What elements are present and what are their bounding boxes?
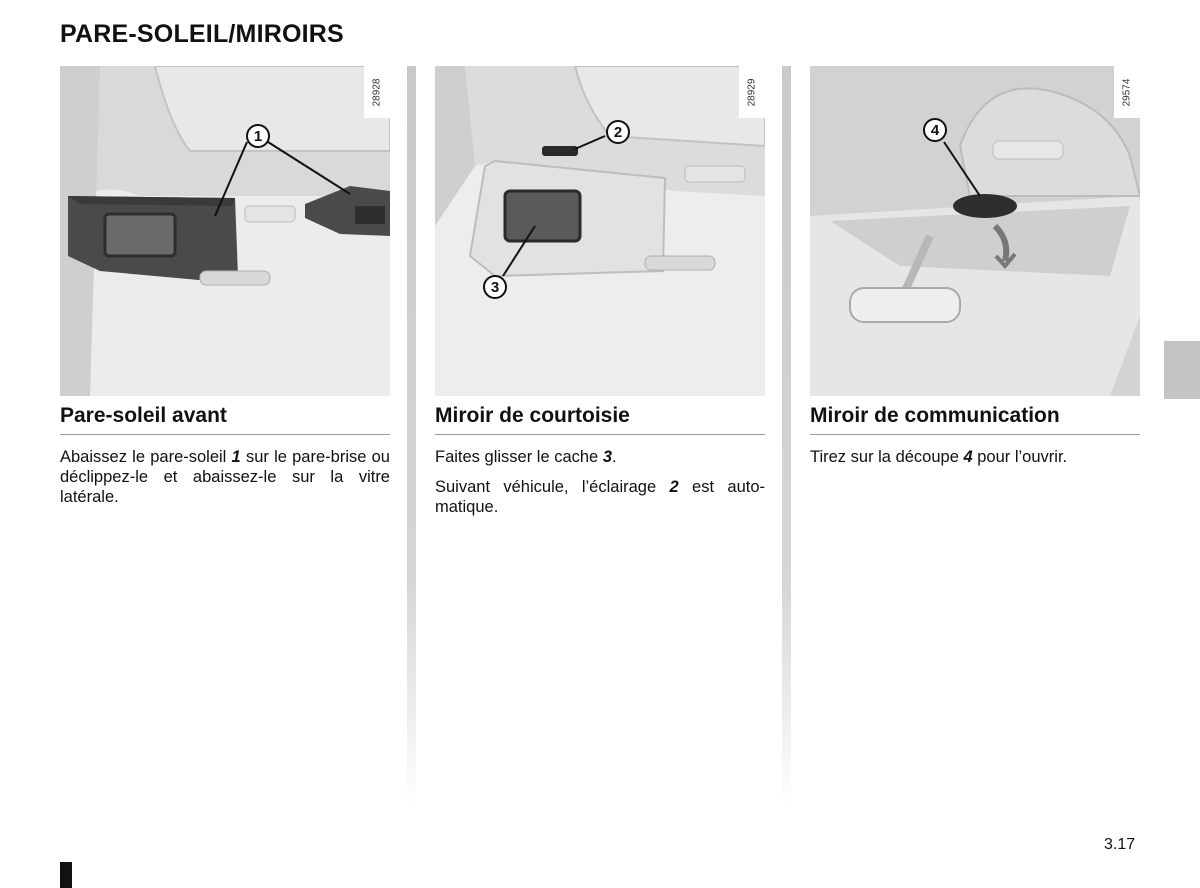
vanity-mirror-drawing bbox=[435, 66, 765, 396]
callout-2: 2 bbox=[606, 120, 630, 144]
instruction-text: Abaissez le pare-soleil 1 sur le pare-brise ou déclippez-le et abaissez-le sur la vitre latérale. bbox=[60, 448, 390, 506]
section-heading: Miroir de courtoisie bbox=[435, 404, 765, 435]
vanity-mirror-illustration bbox=[435, 66, 765, 396]
sun-visor-drawing bbox=[60, 66, 390, 396]
instruction-text: Tirez sur la découpe 4 pour l’ouvrir. bbox=[810, 448, 1068, 466]
figure-reference-code: 28928 bbox=[364, 66, 390, 118]
reference-number: 3 bbox=[602, 448, 613, 466]
section-miroir-de-communication bbox=[810, 66, 1140, 467]
instruction-text: Suivant véhicule, l’éclairage 2 est auto-matique. bbox=[435, 478, 766, 516]
figure-reference-code: 29574 bbox=[1114, 66, 1140, 118]
corner-registration-mark bbox=[60, 862, 72, 888]
instruction-text: Faites glisser le cache 3. bbox=[435, 448, 617, 466]
callout-1: 1 bbox=[246, 124, 270, 148]
conversation-mirror-illustration bbox=[810, 66, 1140, 396]
section-miroir-de-courtoisie bbox=[435, 66, 765, 517]
sun-visor-illustration bbox=[60, 66, 390, 396]
section-heading: Pare-soleil avant bbox=[60, 404, 390, 435]
column-divider bbox=[407, 66, 416, 806]
figure-reference-code: 28929 bbox=[739, 66, 765, 118]
section-pare-soleil-avant bbox=[60, 66, 390, 507]
reference-number: 4 bbox=[963, 448, 973, 466]
conversation-mirror-drawing bbox=[810, 66, 1140, 396]
page-number: 3.17 bbox=[1104, 836, 1136, 853]
reference-number: 1 bbox=[231, 448, 241, 466]
page-title: PARE-SOLEIL/MIROIRS bbox=[60, 20, 344, 48]
callout-4: 4 bbox=[923, 118, 947, 142]
chapter-tab bbox=[1164, 341, 1200, 399]
reference-number: 2 bbox=[669, 478, 679, 496]
callout-3: 3 bbox=[483, 275, 507, 299]
section-heading: Miroir de communication bbox=[810, 404, 1140, 435]
column-divider bbox=[782, 66, 791, 806]
